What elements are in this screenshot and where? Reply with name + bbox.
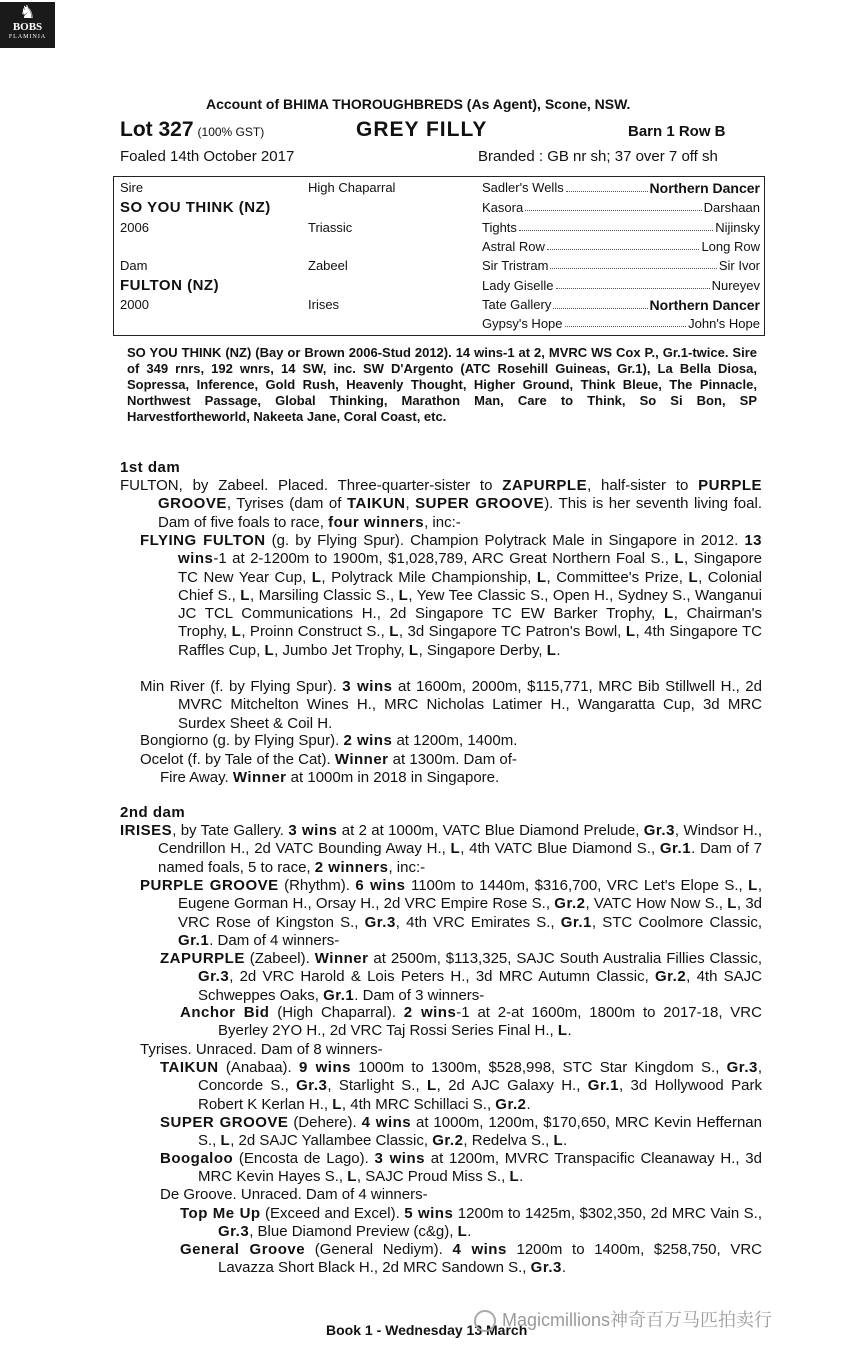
dam-label: Dam xyxy=(120,258,148,273)
sire-summary: SO YOU THINK (NZ) (Bay or Brown 2006-Stud 2012). 14 wins-1 at 2, MVRC WS Cox P., Gr.1-twice. Sire of 349 rnrs, 192 wnrs, 14 SW, inc. SW D'Argento (ATC Rosehill Guineas, Gr.1), La Bella Diosa, Sopressa, Inference, Gold Rush, Heavenly Thought, Higher Ground, Think Bleue, The Pinnacle, Northwest Passage, Global Thinking, Marathon Man, Care to Think, So Si Bon, SP Harvestfortheworld, Nakeeta Jane, Coral Coast, etc. xyxy=(127,345,757,424)
horse-icon: ♞ xyxy=(19,2,36,22)
lot-number xyxy=(120,118,264,142)
pedigree-row xyxy=(482,200,760,215)
dam-year: 2000 xyxy=(120,297,149,312)
bold-run: SUPER GROOVE xyxy=(160,1114,289,1131)
pedigree-paragraph: Boogaloo (Encosta de Lago). 3 wins at 1200m, MVRC Transpacific Cleanaway H., 3d MRC Kevin Hayes S., L, SAJC Proud Miss S., L. xyxy=(160,1150,762,1186)
page-footer: Book 1 - Wednesday 13 March xyxy=(326,1322,528,1338)
bold-run: L xyxy=(240,586,250,604)
bold-run: L xyxy=(536,568,547,586)
bold-run: L xyxy=(688,568,699,586)
bold-run: Gr.1 xyxy=(323,986,355,1004)
logo-subtext: FLAMINIA xyxy=(8,34,47,40)
pedigree-paragraph: TAIKUN (Anabaa). 9 wins 1000m to 1300m, $528,998, STC Star Kingdom S., Gr.3, Concorde S., Gr.3, Starlight S., L, 2d AJC Galaxy H., Gr.1, 3d Hollywood Park Robert K Kerlan H., L, 4th MRC Schillaci S., Gr.2. xyxy=(160,1059,762,1113)
pedigree-row-dam-sire: John's Hope xyxy=(688,316,760,331)
bold-run: L xyxy=(674,550,684,568)
pedigree-paragraph: Min River (f. by Flying Spur). 3 wins at 1600m, 2000m, $115,771, MRC Bib Stillwell H., 2d MVRC Mitchelton Wines H., MRC Nicholas Latimer H., Wangaratta Cup, 3d MRC Surdex Sheet & Coil H. xyxy=(140,678,762,732)
bobs-logo xyxy=(0,2,55,48)
pedigree-row-dam-sire: Nureyev xyxy=(711,278,760,293)
pedigree-paragraph: Bongiorno (g. by Flying Spur). 2 wins at 1200m, 1400m. xyxy=(140,732,518,749)
pedigree-row-sire: Tights xyxy=(482,220,517,235)
bold-run: 5 wins xyxy=(404,1205,454,1222)
bold-run: Gr.3 xyxy=(198,968,230,986)
pedigree-row-sire: Sadler's Wells xyxy=(482,180,564,195)
bold-run: Boogaloo xyxy=(160,1150,234,1167)
bold-run: L xyxy=(546,641,557,659)
foaled-date: Foaled 14th October 2017 xyxy=(120,148,295,165)
bold-run: Gr.1 xyxy=(178,931,210,949)
bold-run: 2 winners xyxy=(314,858,389,876)
pedigree-row-sire: Lady Giselle xyxy=(482,278,554,293)
pedigree-row-dam-sire: Sir Ivor xyxy=(718,258,760,273)
bold-run: TAIKUN xyxy=(346,495,406,513)
bold-run: IRISES xyxy=(120,822,173,839)
bold-run: L xyxy=(457,1223,468,1241)
pedigree-paragraph: IRISES, by Tate Gallery. 3 wins at 2 at 1000m, VATC Blue Diamond Prelude, Gr.3, Windsor H., Cendrillon H., 2d VATC Bounding Away H., L, 4th VATC Blue Diamond S., Gr.1. Dam of 7 named foals, 5 to race, 2 winners, inc:- xyxy=(120,822,762,876)
bold-run: Gr.2 xyxy=(432,1132,464,1150)
sire-dam: Triassic xyxy=(308,220,353,235)
dot-leader xyxy=(525,200,701,211)
pedigree-row-sire: Astral Row xyxy=(482,239,545,254)
bold-run: PURPLE GROOVE xyxy=(158,477,762,513)
gst-note: (100% GST) xyxy=(197,125,265,139)
bold-run: L xyxy=(727,895,737,913)
bold-run: Gr.3 xyxy=(530,1259,562,1277)
dot-leader xyxy=(556,278,710,289)
bold-run: 4 wins xyxy=(452,1241,507,1258)
pedigree-paragraph: FLYING FULTON (g. by Flying Spur). Champion Polytrack Male in Singapore in 2012. 13 wins-1 at 2-1200m to 1900m, $1,028,789, ARC Great Northern Foal S., L, Singapore TC New Year Cup, L, Polytrack Mile Championship, L, Committee's Prize, L, Colonial Chief S., L, Marsiling Classic S., L, Yew Tee Classic S., Open H., Sydney S., Wanganui JC TCL Communications H., 2d Singapore TC EW Barker Trophy, L, Chairman's Trophy, L, Proinn Construct S., L, 3d Singapore TC Patron's Bowl, L, 4th Singapore TC Raffles Cup, L, Jumbo Jet Trophy, L, Singapore Derby, L. xyxy=(140,532,762,659)
bold-run: L xyxy=(625,623,636,641)
bold-run: Top Me Up xyxy=(180,1205,261,1222)
pedigree-row xyxy=(482,239,760,254)
bold-run: FLYING FULTON xyxy=(140,532,266,549)
bold-run: PURPLE GROOVE xyxy=(140,877,279,894)
first-dam-heading: 1st dam xyxy=(120,459,181,476)
bold-run: Gr.3 xyxy=(726,1059,758,1076)
pedigree-paragraph: Ocelot (f. by Tale of the Cat). Winner at 1300m. Dam of- xyxy=(140,751,517,768)
sire-sire: High Chaparral xyxy=(308,180,396,195)
bold-run: 13 wins xyxy=(178,532,762,568)
bold-run: L xyxy=(220,1132,231,1150)
bold-run: L xyxy=(664,605,674,623)
pedigree-paragraph: PURPLE GROOVE (Rhythm). 6 wins 1100m to 1440m, $316,700, VRC Let's Elope S., L, Eugene Gorman H., Orsay H., 2d VRC Empire Rose S., Gr.2, VATC How Now S., L, 3d VRC Rose of Kingston S., Gr.3, 4th VRC Emirates S., Gr.1, STC Coolmore Classic, Gr.1. Dam of 4 winners- xyxy=(140,877,763,949)
pedigree-paragraph: FULTON, by Zabeel. Placed. Three-quarter-sister to ZAPURPLE, half-sister to PURPLE GROOVE, Tyrises (dam of TAIKUN, SUPER GROOVE). This is her seventh living foal. Dam of five foals to race, four winners, inc:- xyxy=(120,477,762,531)
bold-run: 3 wins xyxy=(288,822,338,839)
bold-run: 2 wins xyxy=(343,732,393,749)
bold-run: Gr.3 xyxy=(218,1223,250,1241)
pedigree-row-sire: Gypsy's Hope xyxy=(482,316,563,331)
bold-run: 3 wins xyxy=(374,1150,425,1167)
bold-run: L xyxy=(557,1022,568,1040)
bold-run: SUPER GROOVE xyxy=(415,495,545,513)
dot-leader xyxy=(550,258,716,269)
dam-sire: Zabeel xyxy=(308,258,348,273)
pedigree-row-sire: Kasora xyxy=(482,200,524,215)
sire-year: 2006 xyxy=(120,220,149,235)
dot-leader xyxy=(566,180,648,192)
bold-run: Winner xyxy=(334,751,389,768)
sire-name: SO YOU THINK (NZ) xyxy=(120,199,271,216)
pedigree-row-dam-sire: Darshaan xyxy=(703,200,760,215)
pedigree-paragraph: De Groove. Unraced. Dam of 4 winners- xyxy=(160,1186,428,1203)
pedigree-paragraph: SUPER GROOVE (Dehere). 4 wins at 1000m, 1200m, $170,650, MRC Kevin Heffernan S., L, 2d SAJC Yallambee Classic, Gr.2, Redelva S., L. xyxy=(160,1114,762,1150)
bold-run: L xyxy=(231,623,242,641)
bold-run: L xyxy=(398,586,409,604)
bold-run: ZAPURPLE xyxy=(160,950,245,967)
pedigree-paragraph: Fire Away. Winner at 1000m in 2018 in Singapore. xyxy=(160,769,500,786)
brand-marks: Branded : GB nr sh; 37 over 7 off sh xyxy=(478,148,718,165)
pedigree-row-dam-sire: Long Row xyxy=(701,239,760,254)
bold-run: 6 wins xyxy=(355,877,406,894)
dot-leader xyxy=(519,220,713,231)
bold-run: L xyxy=(450,840,461,858)
second-dam-heading: 2nd dam xyxy=(120,804,186,821)
bold-run: Gr.3 xyxy=(364,913,396,931)
pedigree-paragraph: Tyrises. Unraced. Dam of 8 winners- xyxy=(140,1041,383,1058)
pedigree-row-dam-sire: Nijinsky xyxy=(715,220,760,235)
barn-location: Barn 1 Row B xyxy=(628,123,726,140)
bold-run: Gr.3 xyxy=(296,1077,328,1095)
pedigree-row xyxy=(482,220,760,235)
pedigree-row xyxy=(482,278,760,293)
bold-run: Gr.2 xyxy=(554,895,586,913)
wechat-icon xyxy=(474,1310,496,1332)
pedigree-row xyxy=(482,297,760,313)
bold-run: Gr.3 xyxy=(643,822,675,839)
pedigree-row-dam-sire: Northern Dancer xyxy=(649,180,760,196)
bold-run: Gr.2 xyxy=(654,968,687,986)
bold-run: TAIKUN xyxy=(160,1059,219,1076)
bold-run: L xyxy=(347,1168,357,1186)
dot-leader xyxy=(547,239,700,250)
pedigree-paragraph: General Groove (General Nediym). 4 wins 1200m to 1400m, $258,750, VRC Lavazza Short Black H., 2d MRC Sandown S., Gr.3. xyxy=(180,1241,762,1277)
pedigree-paragraph: Anchor Bid (High Chaparral). 2 wins-1 at 2-at 1600m, 1800m to 2017-18, VRC Byerley 2YO H., 2d VRC Taj Rossi Series Final H., L. xyxy=(180,1004,762,1040)
bold-run: L xyxy=(332,1095,342,1113)
logo-text: BOBS xyxy=(12,21,43,33)
bold-run: L xyxy=(553,1132,564,1150)
bold-run: L xyxy=(389,623,399,641)
pedigree-row xyxy=(482,180,760,196)
bold-run: four winners xyxy=(328,513,425,531)
bold-run: L xyxy=(264,641,275,659)
dam-name: FULTON (NZ) xyxy=(120,277,220,294)
bold-run: Gr.1 xyxy=(560,913,592,931)
pedigree-paragraph: ZAPURPLE (Zabeel). Winner at 2500m, $113,325, SAJC South Australia Fillies Classic, Gr.3, 2d VRC Harold & Lois Peters H., 3d MRC Autumn Classic, Gr.2, 4th SAJC Schweppes Oaks, Gr.1. Dam of 3 winners- xyxy=(160,950,763,1004)
bold-run: Gr.2 xyxy=(495,1095,527,1113)
lot-label: Lot 327 xyxy=(120,118,194,141)
watermark-text: Magicmillions神奇百万马匹拍卖行 xyxy=(502,1310,773,1330)
bold-run: L xyxy=(748,877,758,894)
pedigree-paragraph: Top Me Up (Exceed and Excel). 5 wins 1200m to 1425m, $302,350, 2d MRC Vain S., Gr.3, Blue Diamond Preview (c&g), L. xyxy=(180,1205,762,1241)
sire-label: Sire xyxy=(120,180,144,195)
bold-run: Winner xyxy=(232,769,287,786)
dam-dam: Irises xyxy=(308,297,340,312)
pedigree-row-dam-sire: Northern Dancer xyxy=(649,297,760,313)
bold-run: 9 wins xyxy=(298,1059,351,1076)
watermark xyxy=(474,1306,772,1332)
pedigree-row-sire: Sir Tristram xyxy=(482,258,549,273)
bold-run: L xyxy=(311,568,322,586)
bold-run: 4 wins xyxy=(361,1114,412,1131)
bold-run: L xyxy=(408,641,419,659)
bold-run: Gr.1 xyxy=(659,840,692,858)
bold-run: Winner xyxy=(314,950,369,967)
bold-run: ZAPURPLE xyxy=(502,477,588,494)
bold-run: 2 wins xyxy=(403,1004,457,1021)
dot-leader xyxy=(565,316,687,327)
bold-run: General Groove xyxy=(180,1241,306,1258)
pedigree-row xyxy=(482,316,760,331)
bold-run: L xyxy=(509,1168,520,1186)
bold-run: Anchor Bid xyxy=(180,1004,270,1021)
dot-leader xyxy=(553,297,647,309)
bold-run: L xyxy=(427,1077,437,1095)
bold-run: 3 wins xyxy=(342,678,393,695)
bold-run: Gr.1 xyxy=(587,1077,619,1095)
pedigree-row-sire: Tate Gallery xyxy=(482,297,552,312)
pedigree-row xyxy=(482,258,760,273)
vendor-account: Account of BHIMA THOROUGHBREDS (As Agent), Scone, NSW. xyxy=(206,96,631,112)
horse-description: GREY FILLY xyxy=(356,118,488,141)
